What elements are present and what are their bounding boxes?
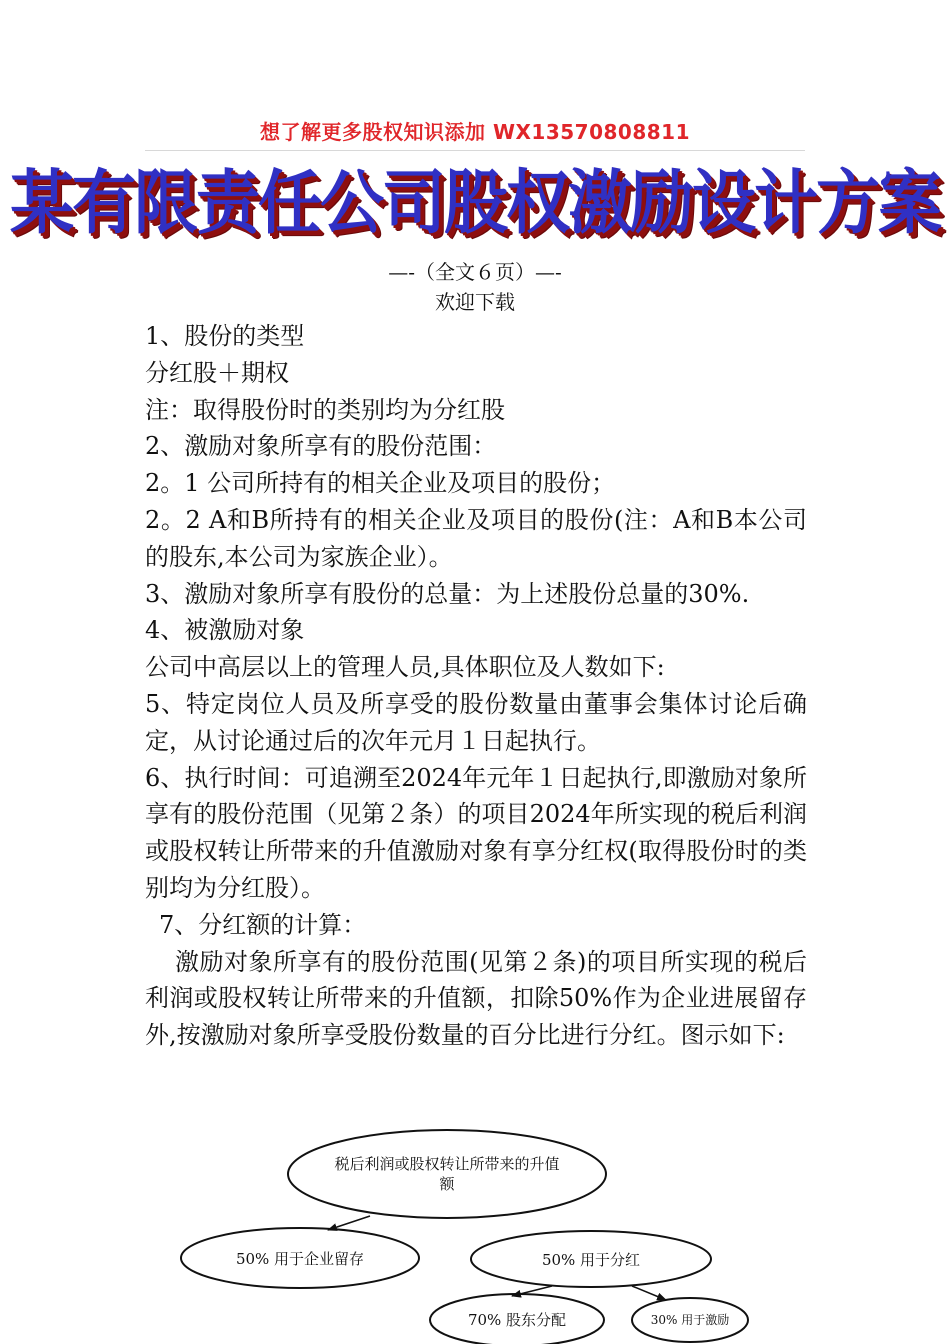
document-body (145, 318, 807, 1054)
arrow-dividend-to-incentive (632, 1286, 666, 1300)
dividend-flow-diagram (170, 1130, 810, 1344)
welcome-line: 欢迎下载 (435, 290, 515, 314)
section-5-paragraph: 5、特定岗位人员及所享受的股份数量由董事会集体讨论后确定，从讨论通过后的次年元月１日起执行。 (145, 689, 807, 755)
paragraph: 分红股＋期权 (145, 358, 289, 387)
section-2-heading: 2、激励对象所享有的股份范围： (145, 432, 497, 461)
paragraph: 2。1 公司所持有的相关企业及项目的股份； (145, 469, 616, 498)
page-count-line: —-（全文６页）—- (388, 260, 562, 284)
section-7-paragraph: 激励对象所享有的股份范围(见第２条)的项目所实现的税后利润或股权转让所带来的升值额，扣除50%作为企业进展留存外,按激励对象所享受股份数量的百分比进行分红。图示如下: (145, 947, 807, 1050)
section-7-heading: 7、分红额的计算： (159, 910, 367, 939)
paragraph: 2。2 A和B所持有的相关企业及项目的股份(注：A和B本公司的股东,本公司为家族企业）。 (145, 505, 807, 571)
section-6-paragraph: 6、执行时间：可追溯至2024年元年１日起执行,即激励对象所享有的股份范围（见第２条）的项目2024年所实现的税后利润或股权转让所带来的升值激励对象有享分红权(取得股份时的类别均为分红股）。 (145, 763, 807, 902)
document-title: 某有限责任公司股权激励设计方案 (10, 164, 940, 244)
section-1-heading: 1、股份的类型 (145, 322, 305, 350)
section-4-heading: 4、被激励对象 (145, 616, 305, 645)
root-label: 税后利润或股权转让所带来的升值额 (334, 1155, 560, 1193)
promo-banner: 想了解更多股权知识添加 WX13570808811 (259, 120, 691, 144)
section-3-heading: 3、激励对象所享有股份的总量：为上述股份总量的30%. (145, 579, 750, 608)
paragraph: 注：取得股份时的类别均为分红股 (145, 395, 505, 424)
arrow-root-to-retain (328, 1216, 370, 1230)
header-divider (145, 150, 805, 151)
shareholders-label: 70% 股东分配 (467, 1311, 567, 1329)
paragraph: 公司中高层以上的管理人员,具体职位及人数如下: (145, 653, 665, 682)
retain-label: 50% 用于企业留存 (235, 1250, 365, 1268)
incentive-label: 30% 用于激励 (650, 1313, 730, 1327)
dividend-label: 50% 用于分红 (541, 1251, 641, 1269)
